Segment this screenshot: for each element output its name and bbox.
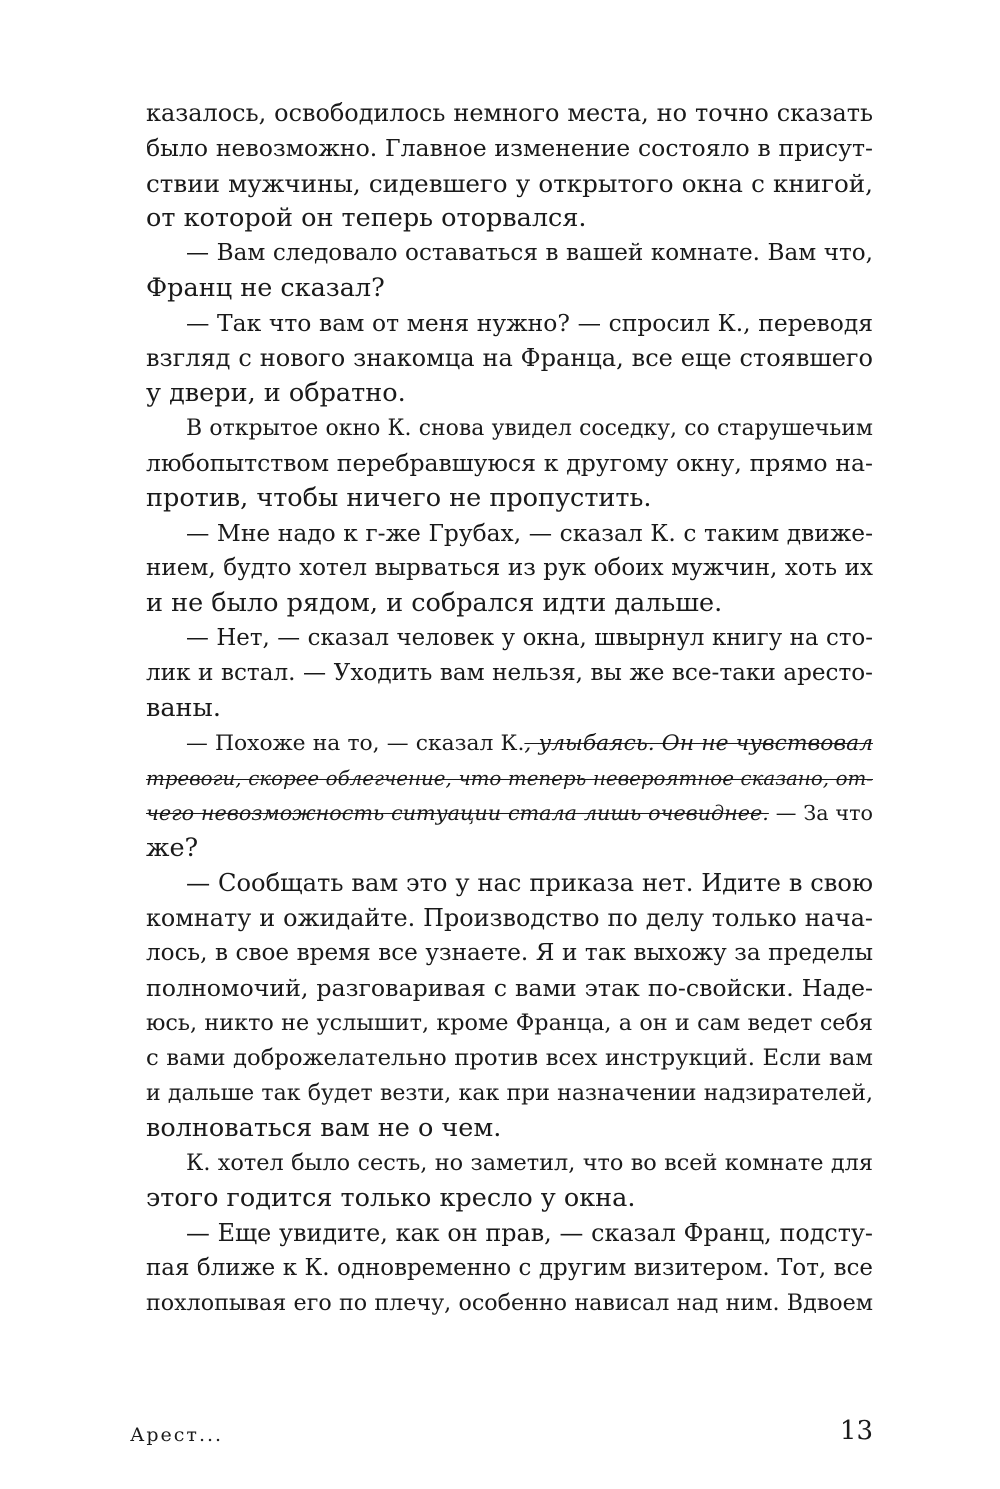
text-line-struck xyxy=(146,761,873,796)
text-line: у двери, и обратно. xyxy=(146,378,406,408)
text-line: — Нет, — сказал человек у окна, швырнул книгу на сто- xyxy=(186,625,873,651)
struck-through-text: чего невозможность ситуации стала лишь очевиднее. xyxy=(146,801,769,825)
text-line: же? xyxy=(146,833,199,863)
text-line: от которой он теперь оторвался. xyxy=(146,203,587,233)
text-line: — Сообщать вам это у нас приказа нет. Идите в свою xyxy=(186,869,873,897)
body-text xyxy=(146,96,873,1321)
text-line-struck xyxy=(146,796,873,831)
text-line: этого годится только кресло у окна. xyxy=(146,1183,636,1213)
text-line: лось, в свое время все узнаете. Я и так выхожу за пределы xyxy=(146,940,873,966)
dialogue-text: — За что xyxy=(768,801,874,825)
text-line: с вами доброжелательно против всех инструкций. Если вам xyxy=(146,1045,873,1071)
text-line: казалось, освободилось немного места, но точно сказать xyxy=(146,99,873,127)
text-line: было невозможно. Главное изменение состояло в присут- xyxy=(146,134,873,162)
running-head: Арест... xyxy=(130,1424,224,1446)
struck-through-text: , улыбаясь. Он не чувствовал xyxy=(524,731,873,756)
text-line: — Вам следовало оставаться в вашей комнате. Вам что, xyxy=(186,240,873,266)
text-line: и не было рядом, и собрался идти дальше. xyxy=(146,588,723,618)
text-line: лик и встал. — Уходить вам нельзя, вы же все-таки аресто- xyxy=(146,660,873,686)
page-number: 13 xyxy=(839,1416,873,1446)
text-line: и дальше так будет везти, как при назначении надзирателей, xyxy=(146,1081,873,1106)
text-line: комнату и ожидайте. Производство по делу только нача- xyxy=(146,904,873,932)
text-line: — Мне надо к г-же Грубах, — сказал К. с таким движе- xyxy=(186,519,873,547)
text-line: ваны. xyxy=(146,693,221,723)
text-line: — Еще увидите, как он прав, — сказал Франц, подсту- xyxy=(186,1219,873,1247)
dialogue-text: — Похоже на то, — сказал К. xyxy=(186,731,525,756)
text-line-struck xyxy=(146,726,873,761)
text-line: полномочий, разговаривая с вами этак по-свойски. Наде- xyxy=(146,974,873,1002)
text-line: против, чтобы ничего не пропустить. xyxy=(146,483,652,513)
text-line: Франц не сказал? xyxy=(146,273,385,303)
text-line: В открытое окно К. снова увидел соседку, со старушечьим xyxy=(186,416,873,441)
text-line: пая ближе к К. одновременно с другим визитером. Тот, все xyxy=(146,1255,873,1281)
struck-through-text: тревоги, скорее облегчение, что теперь невероятное сказано, от- xyxy=(146,767,873,790)
text-line: нием, будто хотел вырваться из рук обоих мужчин, хоть их xyxy=(146,555,873,581)
text-line: К. хотел было сесть, но заметил, что во всей комнате для xyxy=(186,1150,873,1176)
text-line: любопытством перебравшуюся к другому окну, прямо на- xyxy=(146,449,873,477)
text-line: похлопывая его по плечу, особенно нависал над ним. Вдвоем xyxy=(146,1290,873,1316)
text-line: юсь, никто не услышит, кроме Франца, а он и сам ведет себя xyxy=(146,1010,873,1036)
text-line: — Так что вам от меня нужно? — спросил К., переводя xyxy=(186,309,873,337)
text-line: ствии мужчины, сидевшего у открытого окна с книгой, xyxy=(146,169,873,198)
text-line: взгляд с нового знакомца на Франца, все еще стоявшего xyxy=(146,344,873,372)
text-line: волноваться вам не о чем. xyxy=(146,1113,502,1143)
